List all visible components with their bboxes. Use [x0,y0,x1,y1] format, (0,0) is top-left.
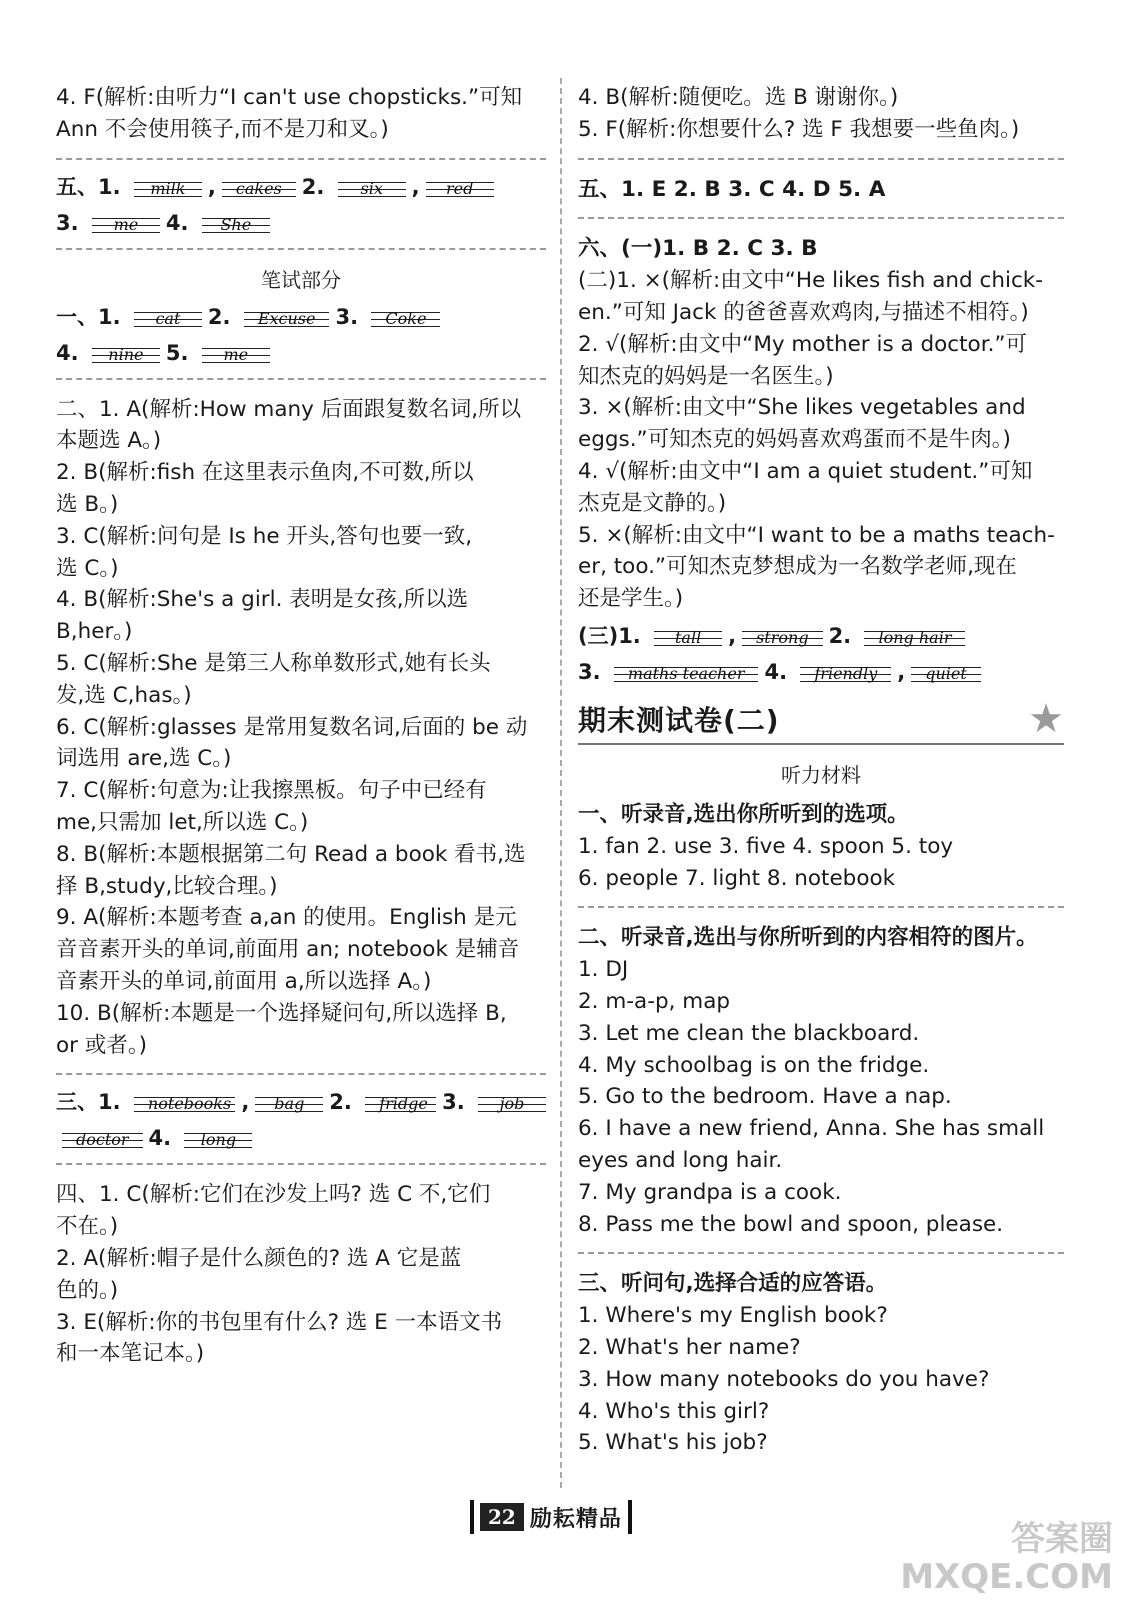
four-line-answer-blank [222,176,296,200]
handwritten-answer: maths teacher [627,663,745,683]
page-number: 22 [480,1503,524,1531]
handwritten-answer: six [360,178,383,198]
answer-item: 二、1. A(解析:How many 后面跟复数名词,所以 本题选 A。) [56,396,522,454]
question-number: 4. [56,340,86,365]
handwritten-answer: milk [150,178,186,198]
four-line-answer-blank [134,176,202,200]
question-number: 4. [148,1126,179,1151]
left-column [56,82,546,1370]
handwritten-answer: tall [675,627,702,647]
question-number: 3. [442,1090,472,1115]
handwritten-answer: nine [108,344,144,364]
question-number: 三、1. [56,1090,128,1115]
comma: , [897,659,906,684]
fill-in-answer-row [56,340,546,366]
four-line-answer-blank [62,1127,143,1151]
answer-item: 10. B(解析:本题是一个选择疑问句,所以选择 B, or 或者。) [56,1000,507,1058]
handwritten-answer: friendly [814,663,878,683]
section-heading: 笔试部分 [261,267,341,292]
handwritten-answer: fridge [379,1094,428,1114]
answer-item: 5. F(解析:你想要什么? 选 F 我想要一些鱼肉。) [578,116,1020,142]
handwritten-answer: Excuse [257,308,316,328]
question-number: 4. [165,210,196,235]
watermark [900,1520,1113,1596]
answer-item: 5. ×(解析:由文中“I want to be a maths teach- er, too.”可知杰克梦想成为一名数学老师,现在 还是学生。) [578,522,1055,612]
answer-item: 6. C(解析:glasses 是常用复数名词,后面的 be 动 词选用 are,选 C。) [56,714,528,772]
four-line-answer-blank [184,1127,252,1151]
answer-item: 3. E(解析:你的书包里有什么? 选 E 一本语文书 和一本笔记本。) [56,1309,503,1367]
fill-in-answer-row [56,1125,546,1151]
dashed-separator [578,1252,1064,1254]
handwritten-answer: doctor [76,1130,129,1150]
test-title: 期末测试卷(二) [578,703,780,737]
dashed-separator [56,1073,546,1075]
handwritten-answer: red [445,178,474,198]
dashed-separator [578,906,1064,908]
question-number: 3. [56,210,86,235]
question-number: (三)1. [578,623,649,648]
dashed-separator [578,158,1064,160]
four-line-answer-blank [365,1091,436,1115]
question-number: 2. [828,623,859,648]
answer-item: 4. √(解析:由文中“I am a quiet student.”可知 杰克是文静的。) [578,458,1033,516]
footer-bar-right [628,1500,632,1534]
answer-item: 9. A(解析:本题考查 a,an 的使用。English 是元 音音素开头的单词,前面用 an; notebook 是辅音 音素开头的单词,前面用 a,所以选择 A。) [56,905,520,994]
four-line-answer-blank [134,306,202,330]
handwritten-answer: strong [756,627,809,647]
answer-item: 1. DJ 2. m-a-p, map 3. Let me clean the blackboard. 4. My schoolbag is on the fridge. 5. Go to the bedroom. Have a nap. 6. I have a new friend, Anna. She has small eyes and long hair. 7. My grandpa is a cook. 8. Pass me the bowl and spoon, please. [578,957,1045,1237]
answer-item: 2. A(解析:帽子是什么颜色的? 选 A 它是蓝 色的。) [56,1245,462,1303]
star-icon: ★ [1028,695,1064,742]
four-line-answer-blank [742,625,822,649]
fill-in-answer-row [56,174,546,200]
four-line-answer-blank [92,342,160,366]
brand-name: 励耘精品 [529,1506,622,1532]
question-number: 2. [329,1090,360,1115]
answer-item: 3. ×(解析:由文中“She likes vegetables and eggs.”可知杰克的妈妈喜欢鸡蛋而不是牛肉。) [578,395,1026,453]
four-line-answer-blank [911,661,981,685]
watermark-line-2: MXQE.COM [900,1557,1113,1597]
right-column [578,82,1064,1459]
four-line-answer-blank [338,176,406,200]
four-line-answer-blank [202,342,270,366]
answer-item: 六、(一)1. B 2. C 3. B [578,236,818,262]
handwritten-answer: bag [274,1094,305,1114]
answer-item: 4. F(解析:由听力“I can't use chopsticks.”可知 Ann 不会使用筷子,而不是刀和叉。) [56,85,523,142]
dashed-separator [56,248,546,250]
four-line-answer-blank [614,661,759,685]
four-line-answer-blank [371,306,440,330]
fill-in-answer-row [578,623,1064,649]
question-number: 2. [301,174,332,199]
fill-in-answer-row [578,659,1064,685]
footer-bar-left [470,1500,474,1534]
fill-in-answer-row [56,1089,546,1115]
answer-item: 五、1. E 2. B 3. C 4. D 5. A [578,176,886,202]
answer-item: (二)1. ×(解析:由文中“He likes fish and chick- en.”可知 Jack 的爸爸喜欢鸡肉,与描述不相符。) [578,268,1043,325]
answer-item: 二、听录音,选出与你所听到的内容相符的图片。 [578,925,1038,951]
question-number: 3. [335,304,366,329]
handwritten-answer: Coke [385,308,427,328]
handwritten-answer: job [499,1094,525,1114]
dashed-separator [578,217,1064,219]
four-line-answer-blank [800,661,891,685]
question-number: 五、1. [56,174,128,199]
answer-item: 1. fan 2. use 3. five 4. spoon 5. toy 6. people 7. light 8. notebook [578,833,954,891]
handwritten-answer: long [200,1130,237,1150]
answer-item: 四、1. C(解析:它们在沙发上吗? 选 C 不,它们 不在。) [56,1182,491,1240]
four-line-answer-blank [92,212,160,236]
handwritten-answer: quiet [925,663,967,683]
column-divider [560,78,562,1488]
question-number: 5. [165,340,196,365]
four-line-answer-blank [244,306,330,330]
answer-item: 三、听问句,选择合适的应答语。 [578,1271,888,1297]
answer-item: 一、听录音,选出你所听到的选项。 [578,801,909,827]
handwritten-answer: notebooks [147,1094,232,1114]
dashed-separator [56,378,546,380]
fill-in-answer-row [56,304,546,330]
question-number: 3. [578,659,608,684]
handwritten-answer: cat [155,308,181,328]
four-line-answer-blank [202,212,270,236]
answer-item: 1. Where's my English book? 2. What's her name? 3. How many notebooks do you have? 4. Who's this girl? 5. What's his job? [578,1303,990,1456]
handwritten-answer: long hair [878,627,952,647]
four-line-answer-blank [255,1091,323,1115]
question-number: 2. [207,304,238,329]
handwritten-answer: cakes [235,178,282,198]
dashed-separator [56,1163,546,1165]
test-title-row [578,695,1064,745]
answer-item: 5. C(解析:She 是第三人称单数形式,她有长头 发,选 C,has。) [56,650,491,708]
four-line-answer-blank [654,625,722,649]
answer-item: 7. C(解析:句意为:让我擦黑板。句子中已经有 me,只需加 let,所以选 C。) [56,778,487,835]
answer-item: 2. B(解析:fish 在这里表示鱼肉,不可数,所以 选 B。) [56,460,474,517]
answer-item: 2. √(解析:由文中“My mother is a doctor.”可 知杰克的妈妈是一名医生。) [578,331,1028,389]
comma: , [241,1090,250,1115]
four-line-answer-blank [478,1091,546,1115]
section-heading: 听力材料 [781,762,861,787]
answer-item: 4. B(解析:She's a girl. 表明是女孩,所以选 B,her。) [56,587,469,645]
four-line-answer-blank [864,625,965,649]
dashed-separator [56,158,546,160]
four-line-answer-blank [426,176,494,200]
handwritten-answer: me [113,214,139,234]
question-number: 4. [764,659,795,684]
comma: , [728,623,737,648]
question-number: 一、1. [56,304,128,329]
handwritten-answer: She [220,214,252,234]
comma: , [207,174,216,199]
comma: , [411,174,420,199]
four-line-answer-blank [134,1091,235,1115]
answer-item: 8. B(解析:本题根据第二句 Read a book 看书,选 择 B,study,比较合理。) [56,841,526,899]
page-footer [470,1500,632,1534]
answer-item: 3. C(解析:问句是 Is he 开头,答句也要一致, 选 C。) [56,523,473,581]
watermark-line-1: 答案圈 [1011,1519,1113,1559]
handwritten-answer: me [223,344,249,364]
fill-in-answer-row [56,210,546,236]
answer-item: 4. B(解析:随便吃。选 B 谢谢你。) [578,85,899,110]
